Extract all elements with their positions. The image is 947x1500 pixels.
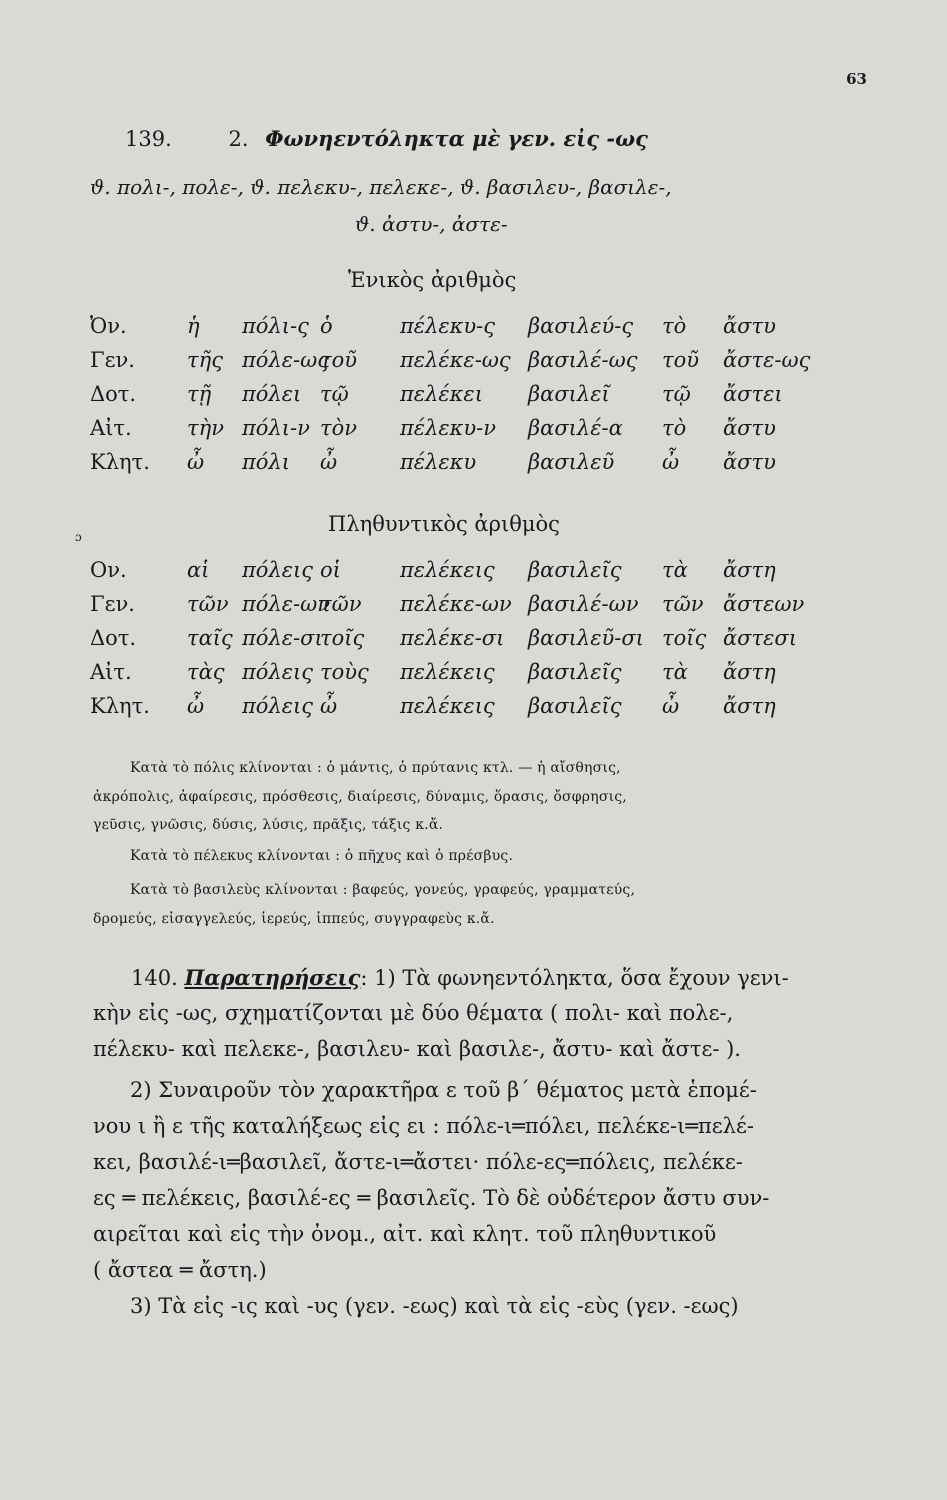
note-line: ἀκρόπολις, ἀφαίρεσις, πρόσθεσις, διαίρεσις, δύναμις, ὅρασις, ὄσφρησις, — [93, 789, 627, 805]
table-row — [0, 558, 947, 592]
cell-d2: ἄστη — [723, 694, 776, 718]
section-140-line: κει, βασιλέ-ι═βασιλεῖ, ἄστε-ι═ἄστει· πόλε-ες═πόλεις, πελέκε- — [93, 1150, 743, 1174]
cell-b1: ὦ — [320, 450, 338, 474]
note-line: γεῦσις, γνῶσις, δύσις, λύσις, πρᾶξις, τάξις κ.ἄ. — [93, 817, 444, 833]
cell-d1: τοῖς — [662, 626, 707, 650]
cell-a2: πόλε-σι — [242, 626, 323, 650]
section-140-title: Παρατηρήσεις — [184, 965, 361, 990]
cell-b1: ὦ — [320, 694, 338, 718]
cell-a1: ὦ — [187, 450, 205, 474]
cell-b1: οἱ — [320, 558, 341, 582]
cell-b2: πελέκεις — [400, 694, 495, 718]
cell-d1: ὦ — [662, 450, 680, 474]
section-140-number: 140. — [131, 966, 178, 990]
cell-case: Δοτ. — [90, 626, 137, 650]
cell-d2: ἄστυ — [723, 416, 776, 440]
cell-d2: ἄστη — [723, 660, 776, 684]
table-row — [0, 694, 947, 728]
cell-a2: πόλεις — [242, 694, 314, 718]
section-140-line: : 1) Τὰ φωνηεντόληκτα, ὅσα ἔχουν γενι- — [360, 966, 789, 990]
cell-a2: πόλεις — [242, 660, 314, 684]
cell-c: βασιλεύ-ς — [528, 314, 634, 338]
cell-d2: ἄστει — [723, 382, 783, 406]
cell-d1: τοῦ — [662, 348, 700, 372]
cell-case: Κλητ. — [90, 450, 150, 474]
cell-c: βασιλεῦ-σι — [528, 626, 644, 650]
cell-a1: ἡ — [187, 314, 200, 338]
cell-b1: τὸν — [320, 416, 358, 440]
cell-a1: τῶν — [187, 592, 229, 616]
cell-a2: πόλι — [242, 450, 290, 474]
table-row — [0, 382, 947, 416]
table-row — [0, 592, 947, 626]
section-number: 139. — [125, 127, 172, 151]
cell-case: Γεν. — [90, 592, 135, 616]
cell-a1: τῆς — [187, 348, 223, 372]
cell-d1: τῶν — [662, 592, 704, 616]
cell-c: βασιλεῖς — [528, 694, 622, 718]
cell-b2: πελέκε-ως — [400, 348, 511, 372]
page-number: 63 — [846, 70, 867, 88]
cell-b1: τοὺς — [320, 660, 369, 684]
cell-a2: πόλε-ως — [242, 348, 330, 372]
table-row — [0, 626, 947, 660]
cell-a1: ταῖς — [187, 626, 233, 650]
section-140-line: 2) Συναιροῦν τὸν χαρακτῆρα ε τοῦ β΄ θέματος μετὰ ἑπομέ- — [130, 1078, 757, 1102]
cell-d1: τὸ — [662, 314, 687, 338]
stray-mark: ɔ — [75, 530, 82, 544]
table-row — [0, 314, 947, 348]
section-140-line: αιρεῖται καὶ εἰς τὴν ὀνομ., αἰτ. καὶ κλητ. τοῦ πληθυντικοῦ — [93, 1222, 717, 1246]
section-140-line-1 — [93, 965, 813, 990]
cell-b1: τοῦ — [320, 348, 358, 372]
note-line: Κατὰ τὸ βασιλεὺς κλίνονται : βαφεύς, γονεύς, γραφεύς, γραμματεύς, — [130, 882, 636, 898]
cell-a2: πόλι-ς — [242, 314, 309, 338]
cell-b2: πελέκε-ων — [400, 592, 512, 616]
cell-a1: τὴν — [187, 416, 224, 440]
cell-a1: αἱ — [187, 558, 210, 582]
cell-b2: πελέκεις — [400, 558, 495, 582]
section-title: Φωνηεντόληκτα μὲ γεν. εἰς -ως — [265, 126, 648, 151]
cell-a2: πόλει — [242, 382, 302, 406]
note-line: δρομεύς, εἰσαγγελεύς, ἱερεύς, ἱππεύς, συγγραφεὺς κ.ἄ. — [93, 911, 495, 927]
table-row — [0, 416, 947, 450]
cell-case: Ὀν. — [90, 314, 127, 338]
cell-d2: ἄστεων — [723, 592, 805, 616]
note-line: Κατὰ τὸ πέλεκυς κλίνονται : ὁ πῆχυς καὶ ὁ πρέσβυς. — [130, 848, 514, 864]
cell-c: βασιλέ-ων — [528, 592, 639, 616]
cell-a2: πόλε-ων — [242, 592, 331, 616]
section-140-line: κὴν εἰς -ως, σχηματίζονται μὲ δύο θέματα ( πολι- καὶ πολε-, — [93, 1001, 734, 1025]
section-140-line: 3) Τὰ εἰς -ις καὶ -υς (γεν. -εως) καὶ τὰ εἰς -εὺς (γεν. -εως) — [130, 1294, 739, 1318]
cell-a1: τῇ — [187, 382, 212, 406]
cell-b2: πέλεκυ-ν — [400, 416, 497, 440]
cell-c: βασιλεῦ — [528, 450, 615, 474]
table-row — [0, 660, 947, 694]
cell-c: βασιλεῖς — [528, 660, 622, 684]
cell-c: βασιλέ-ως — [528, 348, 638, 372]
cell-a1: ὦ — [187, 694, 205, 718]
note-line: Κατὰ τὸ πόλις κλίνονται : ὁ μάντις, ὁ πρύτανις κτλ. — ἡ αἴσθησις, — [130, 760, 621, 776]
cell-c: βασιλεῖ — [528, 382, 610, 406]
cell-b2: πέλεκυ — [400, 450, 477, 474]
cell-b1: ὁ — [320, 314, 333, 338]
cell-d2: ἄστυ — [723, 450, 776, 474]
cell-d1: τὸ — [662, 416, 687, 440]
cell-d1: ὦ — [662, 694, 680, 718]
cell-d2: ἄστε-ως — [723, 348, 811, 372]
section-140-line: ες ═ πελέκεις, βασιλέ-ες ═ βασιλεῖς. Τὸ δὲ οὐδέτερον ἄστυ συν- — [93, 1186, 770, 1210]
cell-b2: πελέκει — [400, 382, 483, 406]
cell-c: βασιλεῖς — [528, 558, 622, 582]
table-row — [0, 450, 947, 484]
cell-b1: τῶν — [320, 592, 362, 616]
cell-b2: πελέκεις — [400, 660, 495, 684]
cell-d2: ἄστη — [723, 558, 776, 582]
cell-case: Ον. — [90, 558, 127, 582]
cell-d2: ἄστεσι — [723, 626, 797, 650]
cell-a1: τὰς — [187, 660, 225, 684]
plural-title: Πληθυντικὸς ἀριθμὸς — [328, 512, 560, 536]
stems-line-1: ϑ. πολι-, πολε-, ϑ. πελεκυ-, πελεκε-, ϑ. βασιλευ-, βασιλε-, — [90, 175, 672, 199]
section-140-line: νου ι ἢ ε τῆς καταλήξεως εἰς ει : πόλε-ι═πόλει, πελέκε-ι═πελέ- — [93, 1114, 754, 1138]
cell-b1: τοῖς — [320, 626, 365, 650]
cell-case: Κλητ. — [90, 694, 150, 718]
singular-title: Ἑνικὸς ἀριθμὸς — [348, 268, 517, 292]
cell-d1: τὰ — [662, 660, 688, 684]
stems-line-2: ϑ. ἀστυ-, ἀστε- — [355, 212, 508, 236]
cell-d1: τὰ — [662, 558, 688, 582]
cell-case: Γεν. — [90, 348, 135, 372]
table-row — [0, 348, 947, 382]
cell-b2: πελέκε-σι — [400, 626, 505, 650]
section-140-line: πέλεκυ- καὶ πελεκε-, βασιλευ- καὶ βασιλε-, ἄστυ- καὶ ἄστε- ). — [93, 1037, 741, 1061]
section-139-heading — [125, 126, 648, 151]
cell-b2: πέλεκυ-ς — [400, 314, 496, 338]
cell-a2: πόλεις — [242, 558, 314, 582]
cell-case: Δοτ. — [90, 382, 137, 406]
cell-d1: τῷ — [662, 382, 691, 406]
cell-case: Αἰτ. — [90, 416, 132, 440]
cell-d2: ἄστυ — [723, 314, 776, 338]
cell-c: βασιλέ-α — [528, 416, 623, 440]
subsection-number: 2. — [228, 127, 249, 151]
section-140-line: ( ἄστεα ═ ἄστη.) — [93, 1258, 267, 1282]
cell-case: Αἰτ. — [90, 660, 132, 684]
cell-b1: τῷ — [320, 382, 349, 406]
cell-a2: πόλι-ν — [242, 416, 310, 440]
